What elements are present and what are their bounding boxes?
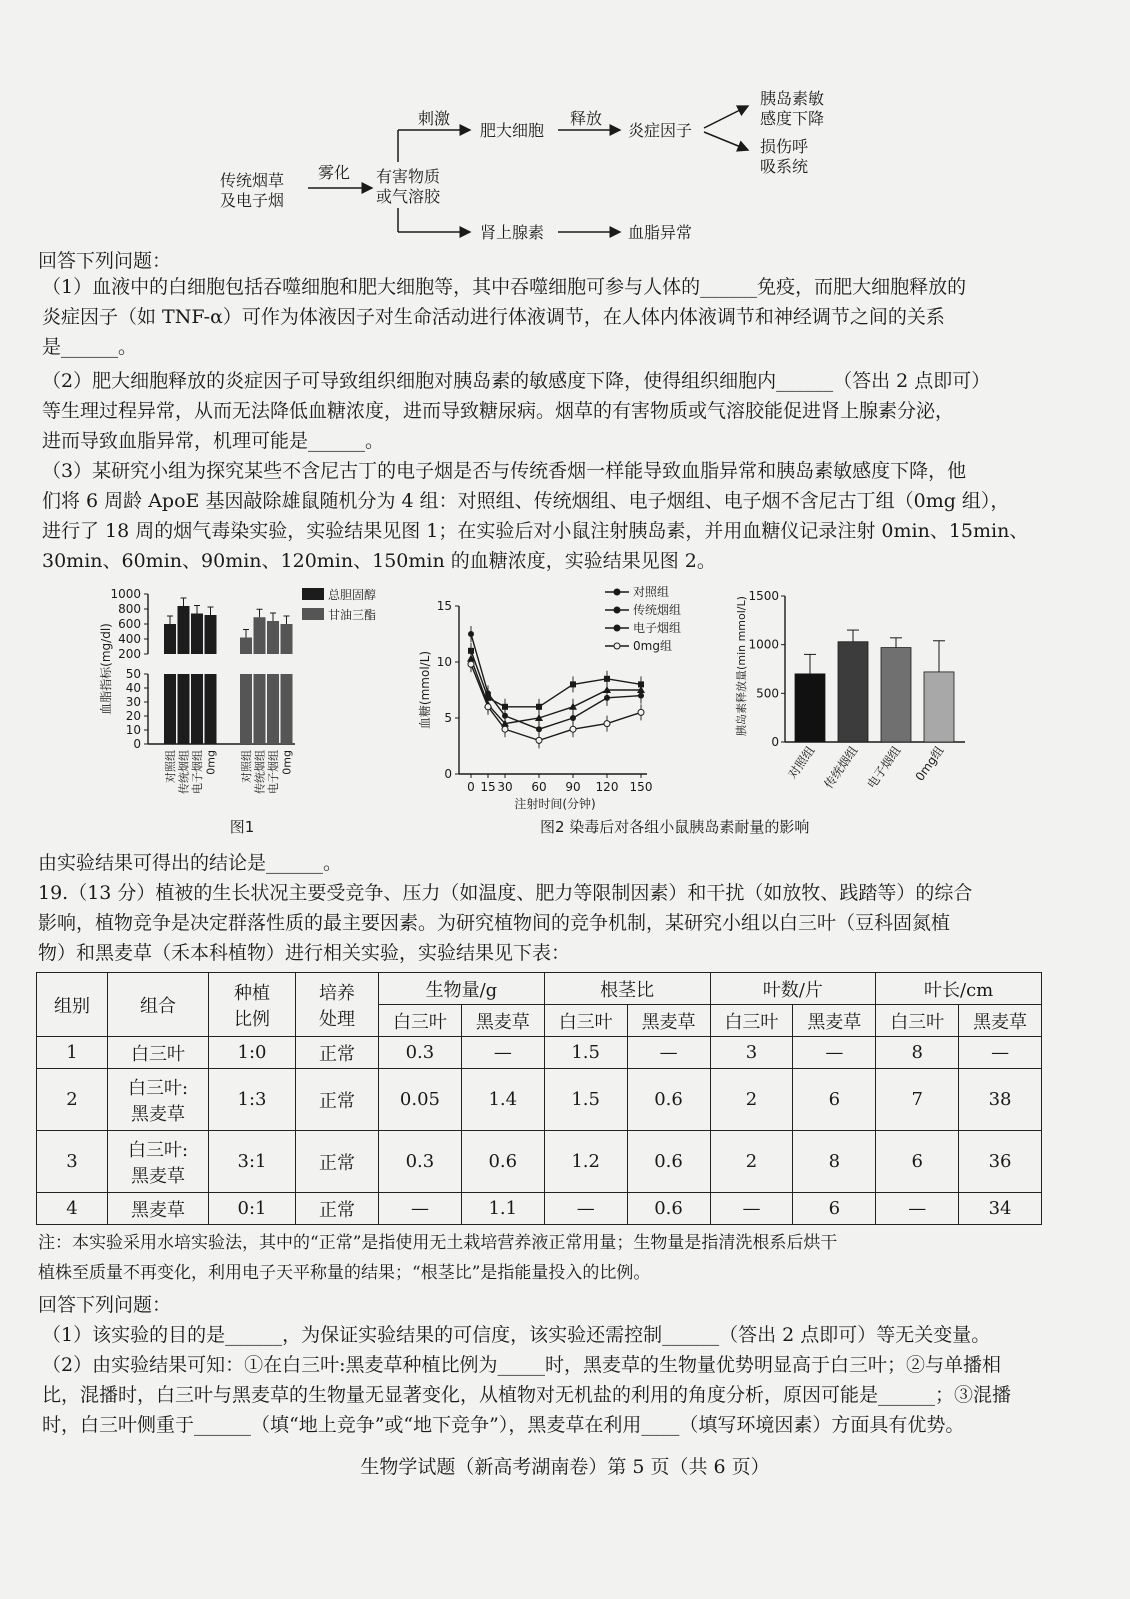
fig1-y-tick-label: 10 [125,723,141,737]
fig1-bar-lower [191,674,203,744]
cell-combo-line: 黑麦草 [131,1103,185,1125]
fig1-bar-upper [164,624,176,654]
fig3-bar [924,672,954,742]
fig2-legend-marker [614,643,620,649]
sub-header: 黑麦草 [627,1005,710,1037]
fig2-legend-label: 传统烟组 [633,603,682,617]
fig3-bar [881,648,911,742]
fig2-point [570,726,576,732]
table-cell: — [876,1193,959,1225]
table-cell: — [793,1037,876,1069]
fig1-bar-lower [267,674,279,744]
fig1-y-tick-label: 20 [125,709,141,723]
fig2-point [485,704,491,710]
header-combo: 组合 [108,973,209,1037]
fig1-y-tick-label: 1000 [110,587,141,601]
table-cell: 36 [959,1131,1042,1193]
flow-aerosol-label: 雾化 [318,163,351,182]
question-19-1: （1）该实验的目的是______，为保证实验结果的可信度，该实验还需控制______（答出 2 点即可）等无关变量。 [42,1324,991,1346]
table-cell: 0.3 [379,1037,462,1069]
fig1-x-tick-label: 0mg [204,750,218,775]
table-cell: 1.2 [544,1131,627,1193]
fig1-legend-swatch [302,608,324,620]
fig1-bar-upper [281,624,293,654]
table-cell: — [959,1037,1042,1069]
fig2-point [536,737,542,743]
header-group: 组别 [37,973,108,1037]
figure-1-lipid-chart [90,582,420,842]
flow-mast-cell: 肥大细胞 [480,121,545,140]
fig1-x-tick-label: 传统烟组 [177,750,191,794]
table-row [37,1037,1042,1069]
table-cell: 0.6 [627,1069,710,1131]
fig2-point [570,681,576,687]
table-cell: 8 [876,1037,959,1069]
fig1-bar-upper [240,638,252,655]
fig2-point [468,631,474,637]
flow-effect1-2: 感度下降 [760,109,825,128]
fig2-x-tick-label: 150 [629,780,653,794]
note-line: 注：本实验采用水培实验法，其中的“正常”是指使用无土栽培营养液正常用量；生物量是指清洗根系后烘干 [38,1233,838,1253]
fig1-y-tick-label: 0 [133,737,141,751]
q3-line: 进行了 18 周的烟气毒染实验，实验结果见图 1；在实验后对小鼠注射胰岛素，并用血糖仪记录注射 0min、15min、 [42,520,1029,542]
table-cell: 0.05 [379,1069,462,1131]
flow-source-2: 及电子烟 [220,191,285,210]
fig2-series-line [471,659,641,724]
cell-combo: 白三叶 [108,1037,209,1069]
fig2-x-tick-label: 120 [595,780,619,794]
header-biomass: 生物量/g [379,973,545,1005]
cell-ratio: 0:1 [209,1193,296,1225]
fig3-bar [838,642,868,742]
fig3-y-tick-label: 1000 [748,637,779,652]
flow-inflam-factor: 炎症因子 [628,121,693,140]
table-cell: 1.5 [544,1069,627,1131]
cell-treat: 正常 [296,1193,379,1225]
fig1-y-tick-label: 200 [118,647,141,661]
q3-line: 30min、60min、90min、120min、150min 的血糖浓度，实验结果见图 2。 [42,550,716,572]
fig2-point [536,704,542,710]
table-cell: 1.5 [544,1037,627,1069]
fig3-y-tick-label: 1500 [748,589,779,603]
cell-combo [108,1131,209,1193]
fig1-x-tick-label: 0mg [280,750,294,775]
q2-line: 等生理过程异常，从而无法降低血糖浓度，进而导致糖尿病。烟草的有害物质或气溶胶能促进肾上腺素分泌， [42,400,955,422]
q19-2-line: （2）由实验结果可知：①在白三叶:黑麦草种植比例为_____时，黑麦草的生物量优势明显高于白三叶；②与单播相 [42,1354,1001,1376]
cell-group: 1 [37,1037,108,1069]
fig2-x-axis-label: 注射时间(分钟) [514,797,596,811]
q1-line: 是______。 [42,336,138,358]
question-19-2 [38,1350,1104,1440]
table-cell: 2 [710,1131,793,1193]
fig2-point [502,704,508,710]
fig2-y-axis-label: 血糖(mmol/L) [418,650,432,730]
question-2 [38,366,1104,456]
q1-line: 炎症因子（如 TNF-α）可作为体液因子对生命活动进行体液调节，在人体内体液调节和神经调节之间的关系 [42,306,945,328]
table-note [38,1228,1100,1288]
cell-treat: 正常 [296,1069,379,1131]
flow-stimulate-label: 刺激 [418,109,451,128]
question-1 [38,272,1104,362]
figure-2-caption: 图2 染毒后对各组小鼠胰岛素耐量的影响 [540,818,810,836]
note-line: 植株至质量不再变化，利用电子天平称量的结果；“根茎比”是指能量投入的比例。 [38,1263,651,1283]
flow-effect1-1: 胰岛素敏 [760,89,825,108]
header-treat-line: 处理 [319,1008,355,1030]
fig3-y-tick-label: 500 [756,686,779,701]
cell-combo-line: 白三叶: [127,1139,189,1161]
fig1-y-tick-label: 400 [118,632,141,646]
table-cell: 2 [710,1069,793,1131]
fig2-legend-label: 0mg组 [633,639,672,653]
fig1-y-tick-label: 30 [125,695,141,709]
fig2-point [569,703,577,710]
fig2-x-tick-label: 90 [565,780,581,794]
intro-text-2: 回答下列问题： [38,1294,172,1316]
fig2-point [502,726,508,732]
table-cell: — [461,1037,544,1069]
fig2-series-line [471,651,641,707]
table-cell: 3 [710,1037,793,1069]
fig1-bar-upper [205,615,217,654]
table-cell: 0.6 [627,1131,710,1193]
table-cell: 6 [793,1193,876,1225]
table-cell: 6 [876,1131,959,1193]
q2-line: （2）肥大细胞释放的炎症因子可导致组织细胞对胰岛素的敏感度下降，使得组织细胞内______（答出 2 点即可） [42,370,991,392]
table-cell: 6 [793,1069,876,1131]
flow-lipid: 血脂异常 [628,223,693,242]
header-treat-line: 培养 [319,982,355,1004]
fig1-bar-upper [178,606,190,654]
fig1-bar-lower [281,674,293,744]
q1-line: （1）血液中的白细胞包括吞噬细胞和肥大细胞等，其中吞噬细胞可参与人体的______免疫，而肥大细胞释放的 [42,276,967,298]
flow-effect2-2: 吸系统 [760,157,809,176]
table-row [37,1131,1042,1193]
sub-header: 白三叶 [876,1005,959,1037]
header-leafnum: 叶数/片 [710,973,876,1005]
cell-combo-line: 黑麦草 [131,1165,185,1187]
fig2-legend-label: 对照组 [633,585,670,599]
fig2-legend-label: 电子烟组 [633,621,682,635]
header-leaflen: 叶长/cm [876,973,1042,1005]
fig3-x-tick-label: 传统烟组 [821,743,861,792]
fig1-bar-lower [254,674,266,744]
sub-header: 黑麦草 [461,1005,544,1037]
sub-header: 白三叶 [544,1005,627,1037]
table-cell: — [627,1037,710,1069]
q19-line: 物）和黑麦草（禾本科植物）进行相关实验，实验结果见下表： [38,942,571,964]
figure-2-glucose-chart [415,582,715,812]
fig1-x-tick-label: 电子烟组 [191,750,204,794]
fig3-x-tick-label: 0mg组 [912,743,947,784]
q19-2-line: 时，白三叶侧重于______（填“地上竞争”或“地下竞争”），黑麦草在利用____（填写环境因素）方面具有优势。 [42,1414,965,1436]
fig2-point [638,709,644,715]
flow-diagram [200,80,880,250]
fig1-x-tick-label: 传统烟组 [253,750,267,794]
fig1-bar-lower [178,674,190,744]
cell-ratio: 3:1 [209,1131,296,1193]
fig2-y-tick-label: 10 [436,655,452,669]
sub-header: 白三叶 [379,1005,462,1037]
fig1-legend-swatch [302,588,324,600]
table-row [37,1193,1042,1225]
fig3-x-tick-label: 对照组 [785,743,818,782]
header-ratio-line: 种植 [234,982,270,1004]
header-ratio-line: 比例 [234,1008,270,1030]
table-cell: 8 [793,1131,876,1193]
results-table [36,972,1042,1225]
fig2-point [604,676,610,682]
fig1-legend-label: 总胆固醇 [328,588,377,602]
fig1-legend-label: 甘油三酯 [328,608,377,622]
fig2-y-tick-label: 5 [444,711,452,725]
fig3-bar [795,674,825,742]
cell-group: 3 [37,1131,108,1193]
fig1-bar-lower [240,674,252,744]
q19-line: 19.（13 分）植被的生长状况主要受竞争、压力（如温度、肥力等限制因素）和干扰（如放牧、践踏等）的综合 [38,882,973,904]
page-footer: 生物学试题（新高考湖南卷）第 5 页（共 6 页） [360,1456,770,1478]
fig2-x-tick-label: 60 [531,780,547,794]
q19-2-line: 比，混播时，白三叶与黑麦草的生物量无显著变化，从植物对无机盐的利用的角度分析，原因可能是______；③混播 [42,1384,1012,1406]
fig1-y-tick-label: 800 [118,602,141,616]
table-cell: 1.1 [461,1193,544,1225]
flow-adrenal: 肾上腺素 [480,223,545,242]
table-cell: 1.4 [461,1069,544,1131]
cell-group: 2 [37,1069,108,1131]
header-treat [296,973,379,1037]
cell-treat: 正常 [296,1037,379,1069]
fig3-y-axis-label: 胰岛素释放量(min mmol/L) [735,596,748,736]
cell-ratio: 1:3 [209,1069,296,1131]
table-cell: 0.3 [379,1131,462,1193]
cell-group: 4 [37,1193,108,1225]
cell-combo-line: 白三叶: [127,1077,189,1099]
flow-release-label: 释放 [570,109,603,128]
fig2-x-tick-label: 30 [497,780,513,794]
fig1-x-tick-label: 对照组 [164,750,177,783]
fig1-bar-upper [191,614,203,655]
fig2-x-tick-label: 0 [467,780,475,794]
cell-combo [108,1069,209,1131]
q3-line: （3）某研究小组为探究某些不含尼古丁的电子烟是否与传统香烟一样能导致血脂异常和胰岛素敏感度下降，他 [42,460,967,482]
cell-treat: 正常 [296,1131,379,1193]
fig2-legend-marker [614,607,620,613]
fig2-point [604,721,610,727]
fig1-title: 图1 [229,818,255,836]
cell-ratio: 1:0 [209,1037,296,1069]
conclusion-text: 由实验结果可得出的结论是______。 [38,852,343,874]
q3-line: 们将 6 周龄 ApoE 基因敲除雄鼠随机分为 4 组：对照组、传统烟组、电子烟组、电子烟不含尼古丁组（0mg 组）， [42,490,1010,512]
sub-header: 黑麦草 [959,1005,1042,1037]
q2-line: 进而导致血脂异常，机理可能是______。 [42,430,385,452]
cell-combo: 黑麦草 [108,1193,209,1225]
fig2-y-tick-label: 15 [436,599,452,613]
flow-harmful-2: 或气溶胶 [376,187,441,206]
header-ratio [209,973,296,1037]
flow-harmful-1: 有害物质 [376,167,441,186]
fig1-y-tick-label: 600 [118,617,141,631]
fig1-bar-lower [164,674,176,744]
header-rootshoot: 根茎比 [544,973,710,1005]
fig1-x-tick-label: 电子烟组 [267,750,280,794]
table-cell: 34 [959,1193,1042,1225]
fig2-point [536,726,542,732]
fig1-bar-upper [254,617,266,654]
fig1-y-tick-label: 40 [125,681,141,695]
fig1-x-tick-label: 对照组 [240,750,253,783]
fig3-y-tick-label: 0 [771,735,779,749]
fig1-bar-upper [267,621,279,654]
intro-text: 回答下列问题： [38,250,172,272]
q19-line: 影响，植物竞争是决定群落性质的最主要因素。为研究植物间的竞争机制，某研究小组以白三叶（豆科固氮植 [38,912,951,934]
table-cell: 38 [959,1069,1042,1131]
fig3-x-tick-label: 电子烟组 [864,743,904,792]
fig2-point [468,661,474,667]
flow-source-1: 传统烟草 [220,171,285,190]
fig2-legend-marker [614,625,620,631]
figure-2-insulin-chart [725,582,985,812]
table-cell: 7 [876,1069,959,1131]
fig1-bar-lower [205,674,217,744]
table-cell: — [379,1193,462,1225]
question-19 [38,878,1100,968]
table-row [37,1069,1042,1131]
fig2-legend-marker [614,589,620,595]
table-cell: — [710,1193,793,1225]
fig2-point [570,715,576,721]
table-cell: 0.6 [461,1131,544,1193]
sub-header: 白三叶 [710,1005,793,1037]
fig2-y-tick-label: 0 [444,767,452,781]
fig1-y-axis-label: 血脂指标(mg/dl) [99,623,113,715]
fig2-x-tick-label: 15 [480,780,496,794]
sub-header: 黑麦草 [793,1005,876,1037]
question-3 [38,456,1104,576]
flow-effect2-1: 损伤呼 [760,137,809,156]
fig1-y-tick-label: 50 [125,667,141,681]
table-cell: 0.6 [627,1193,710,1225]
table-cell: — [544,1193,627,1225]
